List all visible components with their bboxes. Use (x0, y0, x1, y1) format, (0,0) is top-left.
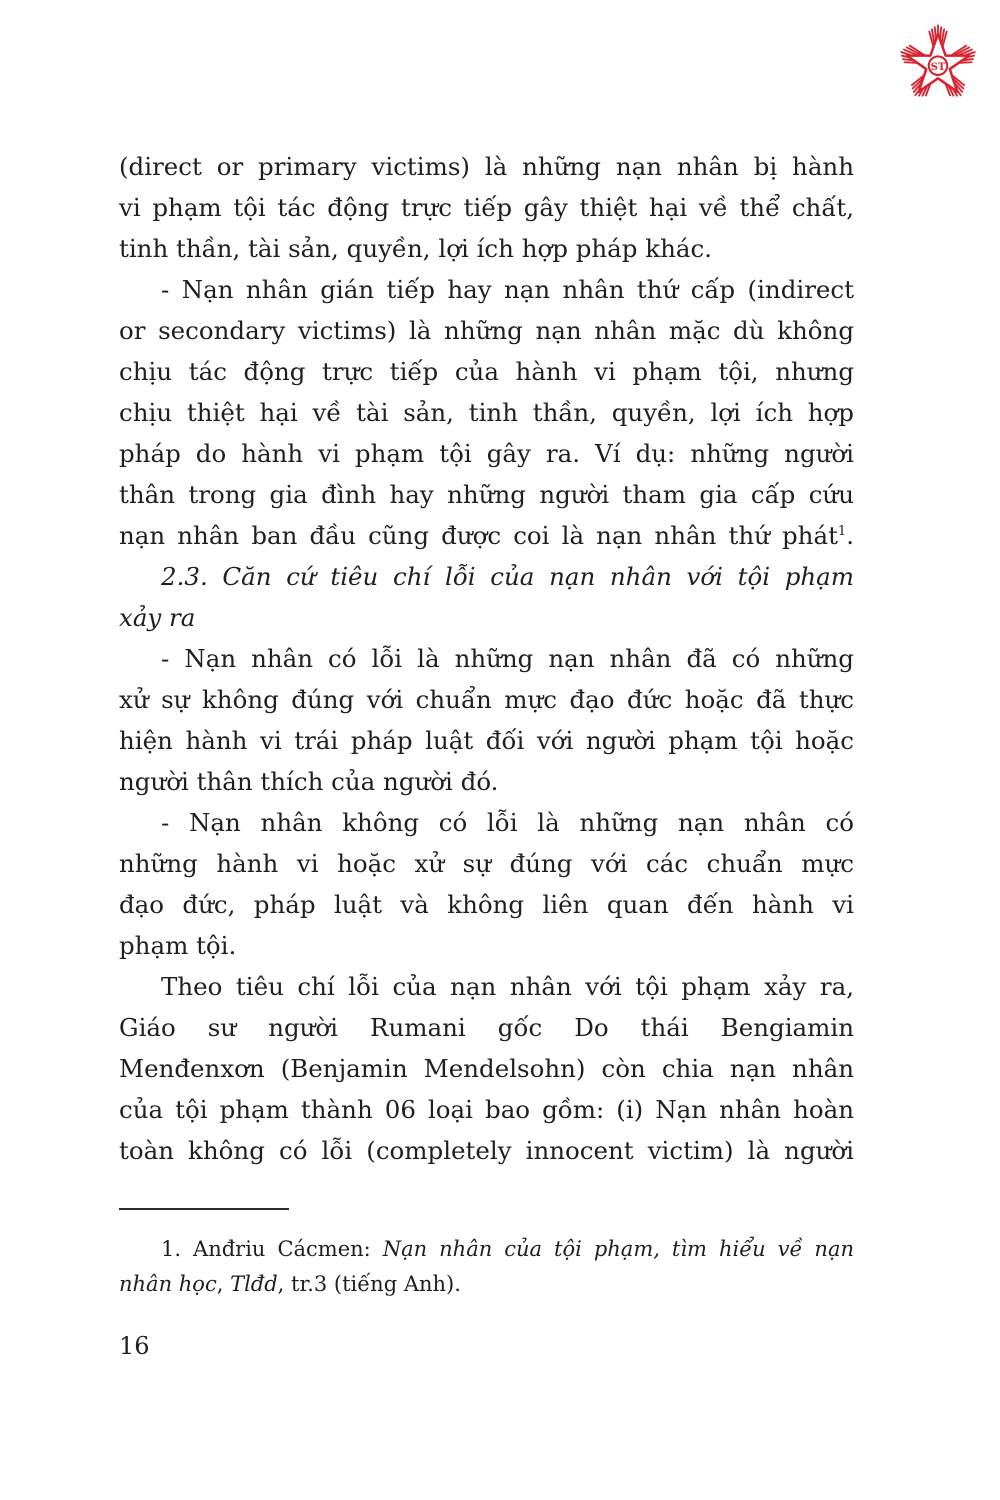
text-line: người thân thích của người đó. (119, 767, 499, 796)
footnote-title: Nạn nhân của tội phạm, tìm hiểu về nạn (382, 1237, 854, 1261)
text-line: tinh thần, tài sản, quyền, lợi ích hợp pháp khác. (119, 234, 712, 263)
text-line: vi phạm tội tác động trực tiếp gây thiệt hại về thể chất, (119, 193, 854, 222)
footnote-tail: , tr.3 (tiếng Anh). (277, 1272, 461, 1296)
text-line: chịu thiệt hại về tài sản, tinh thần, quyền, lợi ích hợp (119, 398, 854, 427)
publisher-logo-icon (896, 22, 980, 106)
text-line: Menđenxơn (Benjamin Mendelsohn) còn chia nạn nhân (119, 1054, 854, 1083)
text-line: chịu tác động trực tiếp của hành vi phạm tội, nhưng (119, 357, 854, 386)
logo-lettering: ST (930, 61, 946, 73)
footnote-line (119, 1232, 854, 1267)
text-line: or secondary victims) là những nạn nhân mặc dù không (119, 316, 854, 345)
footnote-title-continued: nhân học (119, 1272, 217, 1296)
text-line: phạm tội. (119, 931, 237, 960)
line-text: nạn nhân ban đầu cũng được coi là nạn nhân thứ phát (119, 521, 838, 550)
footnote-ref: Tlđd (230, 1272, 278, 1296)
footnote-author: Anđriu Cácmen: (193, 1237, 383, 1261)
footnote (119, 1232, 854, 1302)
page-number: 16 (119, 1332, 150, 1360)
text-line: toàn không có lỗi (completely innocent victim) là người (119, 1136, 854, 1165)
text-line: những hành vi hoặc xử sự đúng với các chuẩn mực (119, 849, 854, 878)
text-line: đạo đức, pháp luật và không liên quan đến hành vi (119, 890, 854, 919)
footnote-separator: , (216, 1272, 231, 1296)
text-line: pháp do hành vi phạm tội gây ra. Ví dụ: những người (119, 439, 854, 468)
text-line: - Nạn nhân có lỗi là những nạn nhân đã có những (161, 644, 854, 673)
text-line: Giáo sư người Rumani gốc Do thái Bengiamin (119, 1013, 854, 1042)
section-heading: 2.3. Căn cứ tiêu chí lỗi của nạn nhân với tội phạm (161, 562, 854, 591)
text-line: - Nạn nhân gián tiếp hay nạn nhân thứ cấp (indirect (161, 275, 854, 304)
section-heading-continued: xảy ra (119, 603, 196, 632)
text-line: thân trong gia đình hay những người tham gia cấp cứu (119, 480, 854, 509)
text-line: hiện hành vi trái pháp luật đối với người phạm tội hoặc (119, 726, 854, 755)
text-line: xử sự không đúng với chuẩn mực đạo đức hoặc đã thực (119, 685, 854, 714)
footnote-reference[interactable]: 1 (837, 523, 847, 539)
text-line: - Nạn nhân không có lỗi là những nạn nhân có (161, 808, 854, 837)
footnote-line (119, 1267, 854, 1302)
text-line: của tội phạm thành 06 loại bao gồm: (i) Nạn nhân hoàn (119, 1095, 854, 1124)
text-line: Theo tiêu chí lỗi của nạn nhân với tội phạm xảy ra, (161, 972, 854, 1001)
text-line: (direct or primary victims) là những nạn nhân bị hành (119, 152, 854, 181)
body-text (119, 146, 854, 1171)
footnote-divider (119, 1208, 289, 1210)
line-end-punctuation: . (846, 521, 854, 550)
text-line-with-footnote (119, 515, 854, 556)
footnote-number: 1. (161, 1237, 194, 1261)
